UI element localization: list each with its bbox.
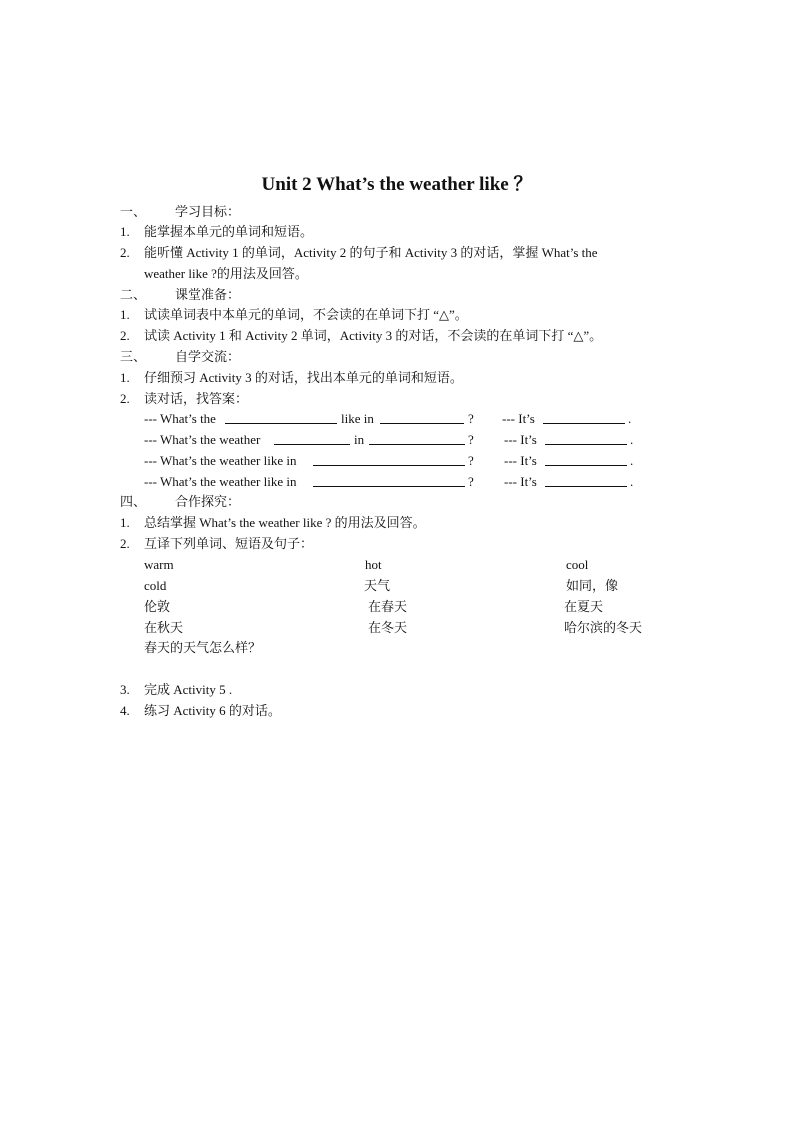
answer-blank[interactable] [313,474,465,487]
answer-blank[interactable] [380,411,464,424]
answer-blank[interactable] [369,432,465,445]
page-title: Unit 2 What’s the weather like ？ [261,174,533,195]
answer-blank[interactable] [543,411,625,424]
worksheet-page: Unit 2 What’s the weather like ？ 一、 学习目标： 1. 能掌握本单元的单词和短语。 2. 能听懂 Activity 1 的单词，Activity 2 的句子和 Activity 3 的对话，掌握 What’s the weather like ?的用法及回答。 二、 课堂准备： 1. 试读单词表中本单元的单词，不会读的在单词下打 “△”。 2. 试读 Activity 1 和 Activity 2 单词，Activity 3 的对话，不会读的在单词下打 “△”。 三、 自学交流： 1. 仔细预习 Activity 3 的对话，找出本单元的单词和短语。 2. 读对话，找答案： --- What’s the like in ? --- It’s . --- What’s the weather in ? --- It’s . --- What’s the weather like in ? --- It’s . --- What’s the weather like in ? --- It’s . 四、 合作探究： 1. 总结掌握 What’s the weather like ? 的用法及回答。 2. 互译下列单词、短语及句子： warm hot cool cold 天气 如同，像 伦敦 在春天 在夏天 在秋天 在冬天 哈尔滨的冬天 春天的天气怎么样？ 3. 完成 Activity 5 . 4. 练习 Activity 6 的对话。 [0,0,794,1123]
answer-blank[interactable] [545,474,627,487]
answer-blank[interactable] [274,432,350,445]
answer-blank[interactable] [545,432,627,445]
answer-blank[interactable] [545,453,627,466]
answer-blank[interactable] [313,453,465,466]
answer-blank[interactable] [225,411,337,424]
